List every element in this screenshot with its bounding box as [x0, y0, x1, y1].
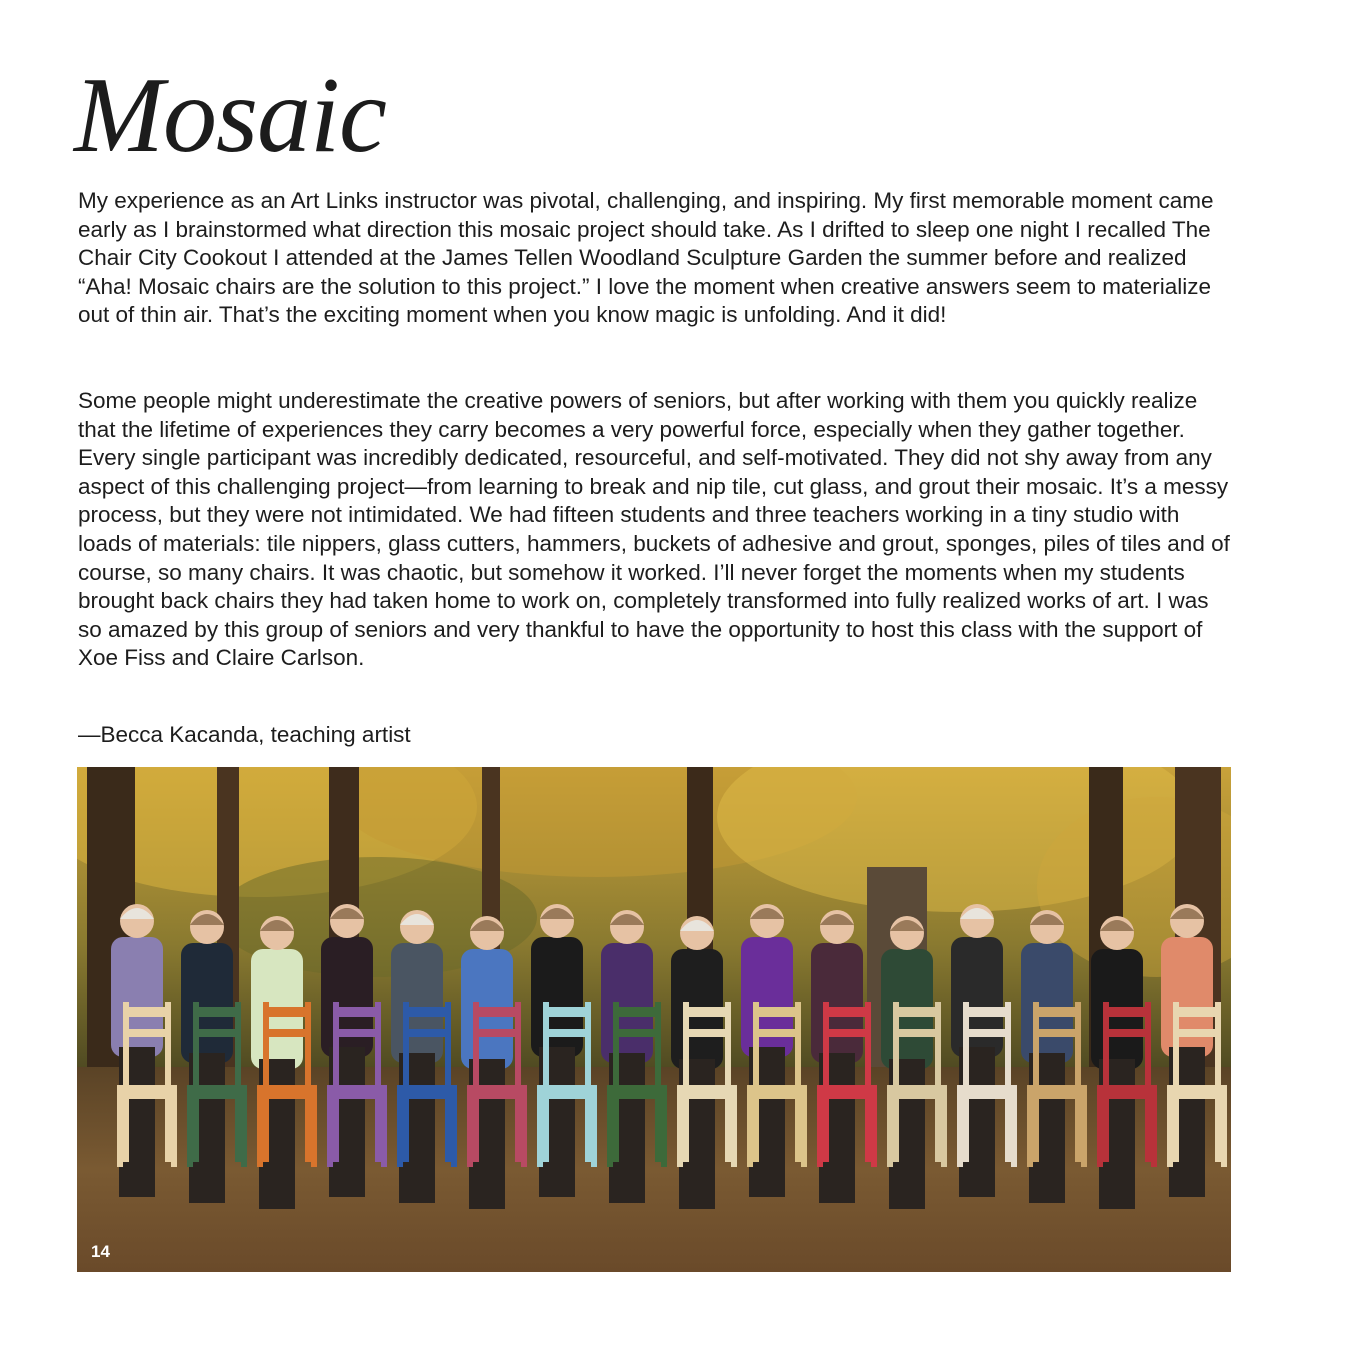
chair-back-post [123, 1002, 129, 1162]
chair-back-post [263, 1002, 269, 1162]
page-title: Mosaic [74, 56, 386, 175]
chair-leg [1097, 1097, 1103, 1167]
chair-rail [613, 1007, 661, 1017]
paragraph-2: Some people might underestimate the creative powers of seniors, but after working with them you quickly realize that the lifetime of experiences they carry becomes a very powerful force, especially when they gather together. Every single participant was incredibly dedicated, resourceful, and self-motivated. They did not shy away from any aspect of this challenging project—from learning to break and nip tile, cut glass, and grout their mosaic. It’s a messy process, but they were not intimidated. We had fifteen students and three teachers working in a tiny studio with loads of materials: tile nippers, glass cutters, hammers, buckets of adhesive and grout, sponges, piles of tiles and of course, so many chairs. It was chaotic, but somehow it worked. I’ll never forget the moments when my students brought back chairs they had taken home to work on, completely transformed into fully realized works of art. I was so amazed by this group of seniors and very thankful to have the opportunity to host this class with the support of Xoe Fiss and Claire Carlson. [78, 388, 1230, 671]
chair-rail [333, 1029, 381, 1037]
chair-seat [817, 1085, 877, 1099]
person-torso [811, 943, 863, 1063]
chair-leg [117, 1097, 123, 1167]
chair-rail [403, 1029, 451, 1037]
chair-leg [747, 1097, 753, 1167]
chair-rail [613, 1029, 661, 1037]
chair-rail [1033, 1007, 1081, 1017]
chair-rail [333, 1007, 381, 1017]
chair-back-post [865, 1002, 871, 1162]
chair-back-post [1075, 1002, 1081, 1162]
group-photo-image [77, 767, 1231, 1272]
chair-leg [1011, 1097, 1017, 1167]
chair-rail [1173, 1029, 1221, 1037]
chair-back-post [725, 1002, 731, 1162]
chair-back-post [795, 1002, 801, 1162]
chair-back-post [935, 1002, 941, 1162]
chair-seat [607, 1085, 667, 1099]
chair-leg [591, 1097, 597, 1167]
person-torso [601, 943, 653, 1063]
chair-back-post [963, 1002, 969, 1162]
chair-rail [893, 1029, 941, 1037]
chair-back-post [333, 1002, 339, 1162]
page-number: 14 [91, 1242, 110, 1261]
chair-back-post [655, 1002, 661, 1162]
chair-back-post [235, 1002, 241, 1162]
chair-rail [403, 1007, 451, 1017]
chair-rail [473, 1007, 521, 1017]
chair-leg [1151, 1097, 1157, 1167]
chair-rail [193, 1007, 241, 1017]
chair-back-post [1103, 1002, 1109, 1162]
chair-leg [521, 1097, 527, 1167]
chair-leg [1027, 1097, 1033, 1167]
chair-back-post [445, 1002, 451, 1162]
chair-back-post [613, 1002, 619, 1162]
chair-rail [1103, 1007, 1151, 1017]
chair-seat [1027, 1085, 1087, 1099]
chair-back-post [1215, 1002, 1221, 1162]
chair-leg [677, 1097, 683, 1167]
chair-leg [381, 1097, 387, 1167]
chair-leg [731, 1097, 737, 1167]
chair-seat [957, 1085, 1017, 1099]
chair-rail [263, 1007, 311, 1017]
person-torso [321, 937, 373, 1057]
chair-seat [1167, 1085, 1227, 1099]
chair-back-post [683, 1002, 689, 1162]
chair-leg [397, 1097, 403, 1167]
chair-seat [187, 1085, 247, 1099]
person-torso [741, 937, 793, 1057]
chair-leg [187, 1097, 193, 1167]
chair-seat [257, 1085, 317, 1099]
chair-leg [257, 1097, 263, 1167]
chair-leg [661, 1097, 667, 1167]
chair-back-post [165, 1002, 171, 1162]
chair-rail [543, 1029, 591, 1037]
chair-rail [823, 1007, 871, 1017]
person-torso [1021, 943, 1073, 1063]
chair-rail [753, 1007, 801, 1017]
chair-seat [677, 1085, 737, 1099]
chair-back-post [543, 1002, 549, 1162]
chair-leg [957, 1097, 963, 1167]
chair-rail [683, 1007, 731, 1017]
chair-seat [397, 1085, 457, 1099]
chair-back-post [753, 1002, 759, 1162]
chair-rail [683, 1029, 731, 1037]
chair-back-post [1145, 1002, 1151, 1162]
chair-leg [537, 1097, 543, 1167]
chair-rail [473, 1029, 521, 1037]
paragraph-1: My experience as an Art Links instructor was pivotal, challenging, and inspiring. My first memorable moment came early as I brainstormed what direction this mosaic project should take. As I drifted to sleep one night I recalled The Chair City Cookout I attended at the James Tellen Woodland Sculpture Garden the summer before and realized “Aha! Mosaic chairs are the solution to this project.” I love the moment when creative answers seem to materialize out of thin air. That’s the exciting moment when you know magic is unfolding. And it did! [78, 188, 1214, 328]
chair-back-post [473, 1002, 479, 1162]
chair-leg [327, 1097, 333, 1167]
chair-back-post [1173, 1002, 1179, 1162]
chair-back-post [1033, 1002, 1039, 1162]
chair-rail [893, 1007, 941, 1017]
attribution: —Becca Kacanda, teaching artist [78, 722, 411, 747]
chair-leg [467, 1097, 473, 1167]
chair-back-post [193, 1002, 199, 1162]
person-torso [531, 937, 583, 1057]
chair-leg [1167, 1097, 1173, 1167]
chair-seat [117, 1085, 177, 1099]
chair-rail [963, 1007, 1011, 1017]
chair-rail [123, 1029, 171, 1037]
chair-rail [1033, 1029, 1081, 1037]
person-torso [1161, 937, 1213, 1057]
chair-seat [747, 1085, 807, 1099]
person-torso [391, 943, 443, 1063]
chair-seat [887, 1085, 947, 1099]
chair-leg [871, 1097, 877, 1167]
chair-leg [1221, 1097, 1227, 1167]
chair-rail [823, 1029, 871, 1037]
chair-back-post [305, 1002, 311, 1162]
chair-rail [123, 1007, 171, 1017]
chair-back-post [823, 1002, 829, 1162]
chair-leg [451, 1097, 457, 1167]
chair-rail [543, 1007, 591, 1017]
chair-leg [817, 1097, 823, 1167]
chair-back-post [375, 1002, 381, 1162]
chair-rail [193, 1029, 241, 1037]
chair-rail [263, 1029, 311, 1037]
chair-seat [327, 1085, 387, 1099]
chair-rail [1103, 1029, 1151, 1037]
chair-leg [1081, 1097, 1087, 1167]
chair-seat [537, 1085, 597, 1099]
chair-back-post [585, 1002, 591, 1162]
chair-rail [753, 1029, 801, 1037]
chair-leg [887, 1097, 893, 1167]
person-torso [181, 943, 233, 1063]
chair-back-post [893, 1002, 899, 1162]
chair-leg [607, 1097, 613, 1167]
chair-rail [963, 1029, 1011, 1037]
chair-leg [171, 1097, 177, 1167]
chair-seat [1097, 1085, 1157, 1099]
chair-back-post [403, 1002, 409, 1162]
group-photo [77, 767, 1231, 1272]
person-torso [951, 937, 1003, 1057]
chair-leg [311, 1097, 317, 1167]
chair-leg [941, 1097, 947, 1167]
chair-rail [1173, 1007, 1221, 1017]
chair-seat [467, 1085, 527, 1099]
person-torso [111, 937, 163, 1057]
chair-back-post [515, 1002, 521, 1162]
chair-leg [801, 1097, 807, 1167]
chair-back-post [1005, 1002, 1011, 1162]
chair-leg [241, 1097, 247, 1167]
